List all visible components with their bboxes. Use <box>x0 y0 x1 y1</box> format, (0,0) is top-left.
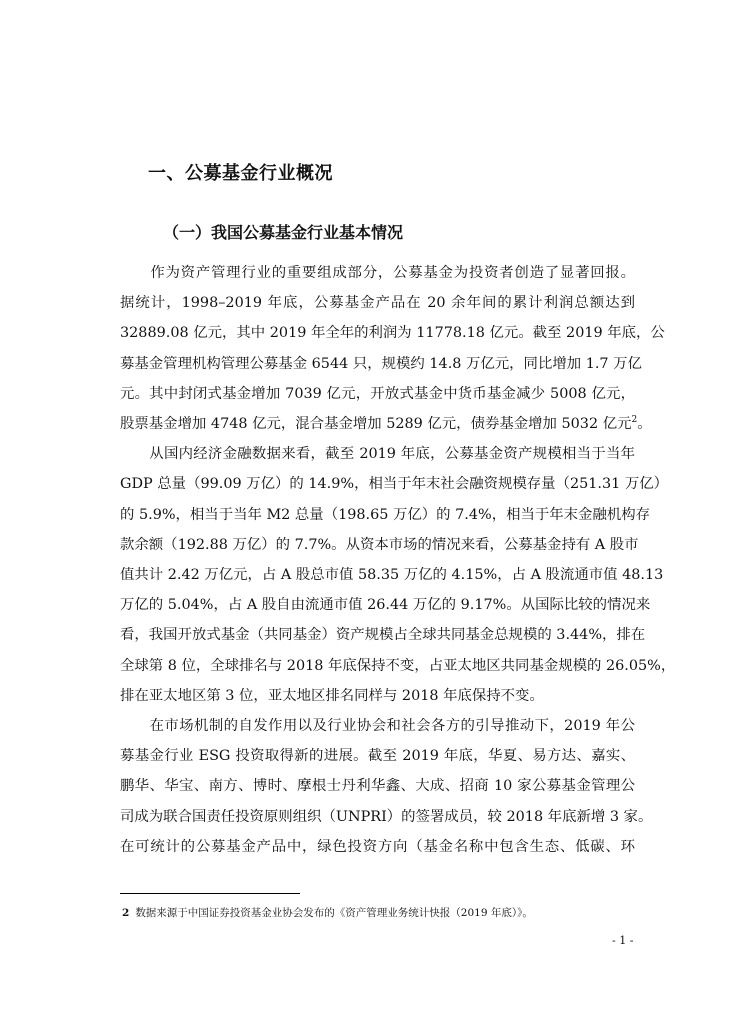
paragraph-3-line-4: 司成为联合国责任投资原则组织（UNPRI）的签署成员，较 2018 年底新增 3 家。 <box>120 808 653 825</box>
paragraph-2-line-4: 款余额（192.88 万亿）的 7.7%。从资本市场的情况来看，公募基金持有 A 股市 <box>120 536 639 553</box>
paragraph-2-line-3: 的 5.9%，相当于当年 M2 总量（198.65 万亿）的 7.4%，相当于年末金融机构存 <box>120 506 651 523</box>
paragraph-2-line-7: 看，我国开放式基金（共同基金）资产规模占全球共同基金总规模的 3.44%，排在 <box>120 627 646 644</box>
paragraph-2-line-9: 排在亚太地区第 3 位，亚太地区排名同样与 2018 年底保持不变。 <box>120 687 544 704</box>
paragraph-3-line-5: 在可统计的公募基金产品中，绿色投资方向（基金名称中包含生态、低碳、环 <box>120 838 635 855</box>
paragraph-2-line-6: 万亿的 5.04%，占 A 股自由流通市值 26.44 万亿的 9.17%。从国际比较的情况来 <box>120 597 651 614</box>
paragraph-2-line-8: 全球第 8 位，全球排名与 2018 年底保持不变，占亚太地区共同基金规模的 26.05%， <box>120 657 676 674</box>
paragraph-2-line-1: 从国内经济金融数据来看，截至 2019 年底，公募基金资产规模相当于当年 <box>120 446 635 463</box>
paragraph-1-line-6-tail: 。 <box>637 416 652 432</box>
footnote-text: 数据来源于中国证券投资基金业协会发布的《资产管理业务统计快报（2019 年底）》。 <box>135 907 533 919</box>
paragraph-1-line-3: 32889.08 亿元，其中 2019 年全年的利润为 11778.18 亿元。截至 2019 年底，公 <box>120 325 665 342</box>
paragraph-3-line-1: 在市场机制的自发作用以及行业协会和社会各方的引导推动下，2019 年公 <box>120 718 635 734</box>
page-number: - 1 - <box>612 934 634 947</box>
paragraph-2-line-5: 值共计 2.42 万亿元，占 A 股总市值 58.35 万亿的 4.15%，占 A 股流通市值 48.13 <box>120 567 664 583</box>
paragraph-2-line-2: GDP 总量（99.09 万亿）的 14.9%，相当于年末社会融资规模存量（251.31 万亿） <box>120 476 669 493</box>
footnote <box>122 906 533 920</box>
paragraph-1-line-2: 据统计，1998–2019 年底，公募基金产品在 20 余年间的累计利润总额达到 <box>120 295 635 312</box>
paragraph-1-line-1: 作为资产管理行业的重要组成部分，公募基金为投资者创造了显著回报。 <box>120 265 635 281</box>
paragraph-3-line-3: 鹏华、华宝、南方、博时、摩根士丹利华鑫、大成、招商 10 家公募基金管理公 <box>120 778 635 795</box>
paragraph-1-line-6 <box>120 415 652 433</box>
paragraph-1-line-6-text: 股票基金增加 4748 亿元，混合基金增加 5289 亿元，债券基金增加 5032 亿元 <box>120 416 632 432</box>
paragraph-3-line-2: 募基金行业 ESG 投资取得新的进展。截至 2019 年底，华夏、易方达、嘉实、 <box>120 748 635 765</box>
paragraph-1-line-4: 募基金管理机构管理公募基金 6544 只，规模约 14.8 万亿元，同比增加 1.7 万亿 <box>120 355 642 372</box>
subsection-heading: （一）我国公募基金行业基本情况 <box>163 223 404 242</box>
paragraph-1-line-5: 元。其中封闭式基金增加 7039 亿元，开放式基金中货币基金减少 5008 亿元， <box>120 385 635 402</box>
footnote-mark: 2 <box>122 907 130 919</box>
footnote-reference: 2 <box>631 415 638 426</box>
section-heading: 一、公募基金行业概况 <box>148 163 333 184</box>
footnote-divider <box>120 893 300 894</box>
